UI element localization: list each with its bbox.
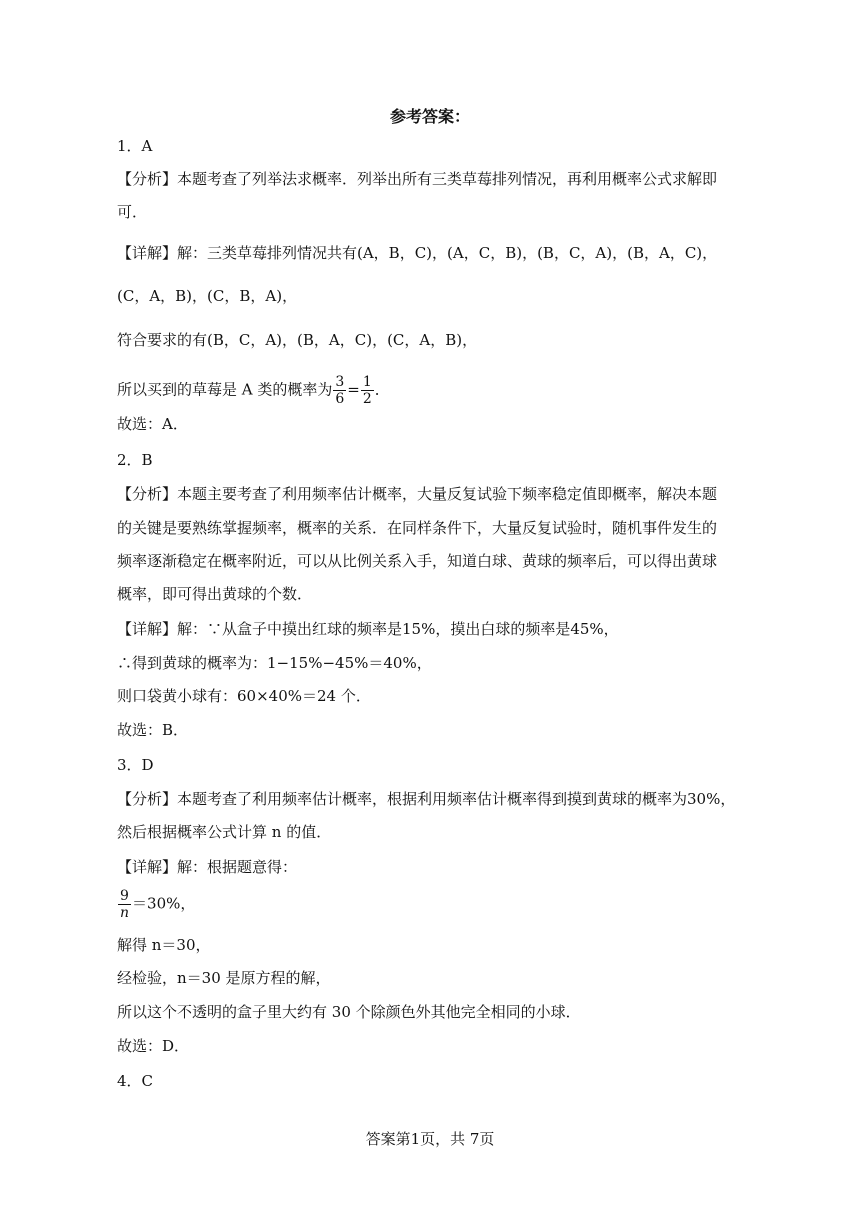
q2-detail-line1: 【详解】解：∵从盒子中摸出红球的频率是15%，摸出白球的频率是45%， xyxy=(117,620,619,638)
q2-detail-line3: 则口袋黄小球有：60×40%＝24 个． xyxy=(117,687,371,705)
q3-detail-line2 xyxy=(117,888,195,921)
fraction-numerator: 3 xyxy=(335,374,345,390)
page-title: 参考答案： xyxy=(389,107,470,126)
fraction-3-6 xyxy=(333,374,346,407)
q3-detail-line5: 所以这个不透明的盒子里大约有 30 个除颜色外其他完全相同的小球． xyxy=(117,1003,581,1021)
q2-answer: 2．B xyxy=(117,451,153,469)
q3-choose: 故选：D． xyxy=(117,1037,190,1055)
fraction-denominator: 2 xyxy=(362,391,372,407)
q1-prob-text: 所以买到的草莓是 A 类的概率为 xyxy=(117,380,333,399)
q2-analysis-line2: 的关键是要熟练掌握频率，概率的关系．在同样条件下，大量反复试验时，随机事件发生的 xyxy=(117,519,718,537)
page-footer: 答案第1页，共 7页 xyxy=(365,1130,495,1148)
q1-detail-line4 xyxy=(117,374,390,407)
q3-detail-line1: 【详解】解：根据题意得： xyxy=(117,858,298,876)
q3-detail-line3: 解得 n＝30， xyxy=(117,936,211,954)
q1-answer: 1．A xyxy=(117,137,153,155)
q2-analysis-line1: 【分析】本题主要考查了利用频率估计概率，大量反复试验下频率稳定值即概率，解决本题 xyxy=(117,485,718,503)
equals-sign: = xyxy=(347,380,360,399)
q1-detail-line3: 符合要求的有(B，C，A)，(B，A，C)，(C，A，B)， xyxy=(117,331,478,349)
q3-answer: 3．D xyxy=(117,756,154,774)
q1-analysis-line2: 可． xyxy=(117,203,148,221)
q2-analysis-line3: 频率逐渐稳定在概率附近，可以从比例关系入手，知道白球、黄球的频率后，可以得出黄球 xyxy=(117,552,718,570)
q2-detail-line2: ∴得到黄球的概率为：1−15%−45%＝40%， xyxy=(117,654,432,672)
q3-equation-rhs: ＝30%， xyxy=(132,894,196,913)
q1-detail-line2: (C，A，B)，(C，B，A)， xyxy=(117,287,298,305)
fraction-numerator: 1 xyxy=(362,374,372,390)
fraction-1-2 xyxy=(361,374,374,407)
q3-analysis-line2: 然后根据概率公式计算 n 的值． xyxy=(117,823,332,841)
q3-detail-line4: 经检验，n＝30 是原方程的解， xyxy=(117,969,331,987)
q4-answer: 4．C xyxy=(117,1072,154,1090)
fraction-numerator: 9 xyxy=(118,888,131,905)
q1-choose: 故选：A． xyxy=(117,415,188,433)
fraction-denominator: n xyxy=(120,905,130,921)
q2-choose: 故选：B． xyxy=(117,721,189,739)
period: ． xyxy=(374,380,390,399)
q2-analysis-line4: 概率，即可得出黄球的个数． xyxy=(117,585,313,603)
q3-analysis-line1: 【分析】本题考查了利用频率估计概率，根据利用频率估计概率得到摸到黄球的概率为30%， xyxy=(117,790,736,808)
q1-analysis-line1: 【分析】本题考查了列举法求概率．列举出所有三类草莓排列情况，再利用概率公式求解即 xyxy=(117,170,718,188)
q1-detail-line1: 【详解】解：三类草莓排列情况共有(A，B，C)，(A，C，B)，(B，C，A)，(B，A，C)， xyxy=(117,244,718,262)
fraction-denominator: 6 xyxy=(335,391,345,407)
fraction-9-n xyxy=(118,888,131,921)
